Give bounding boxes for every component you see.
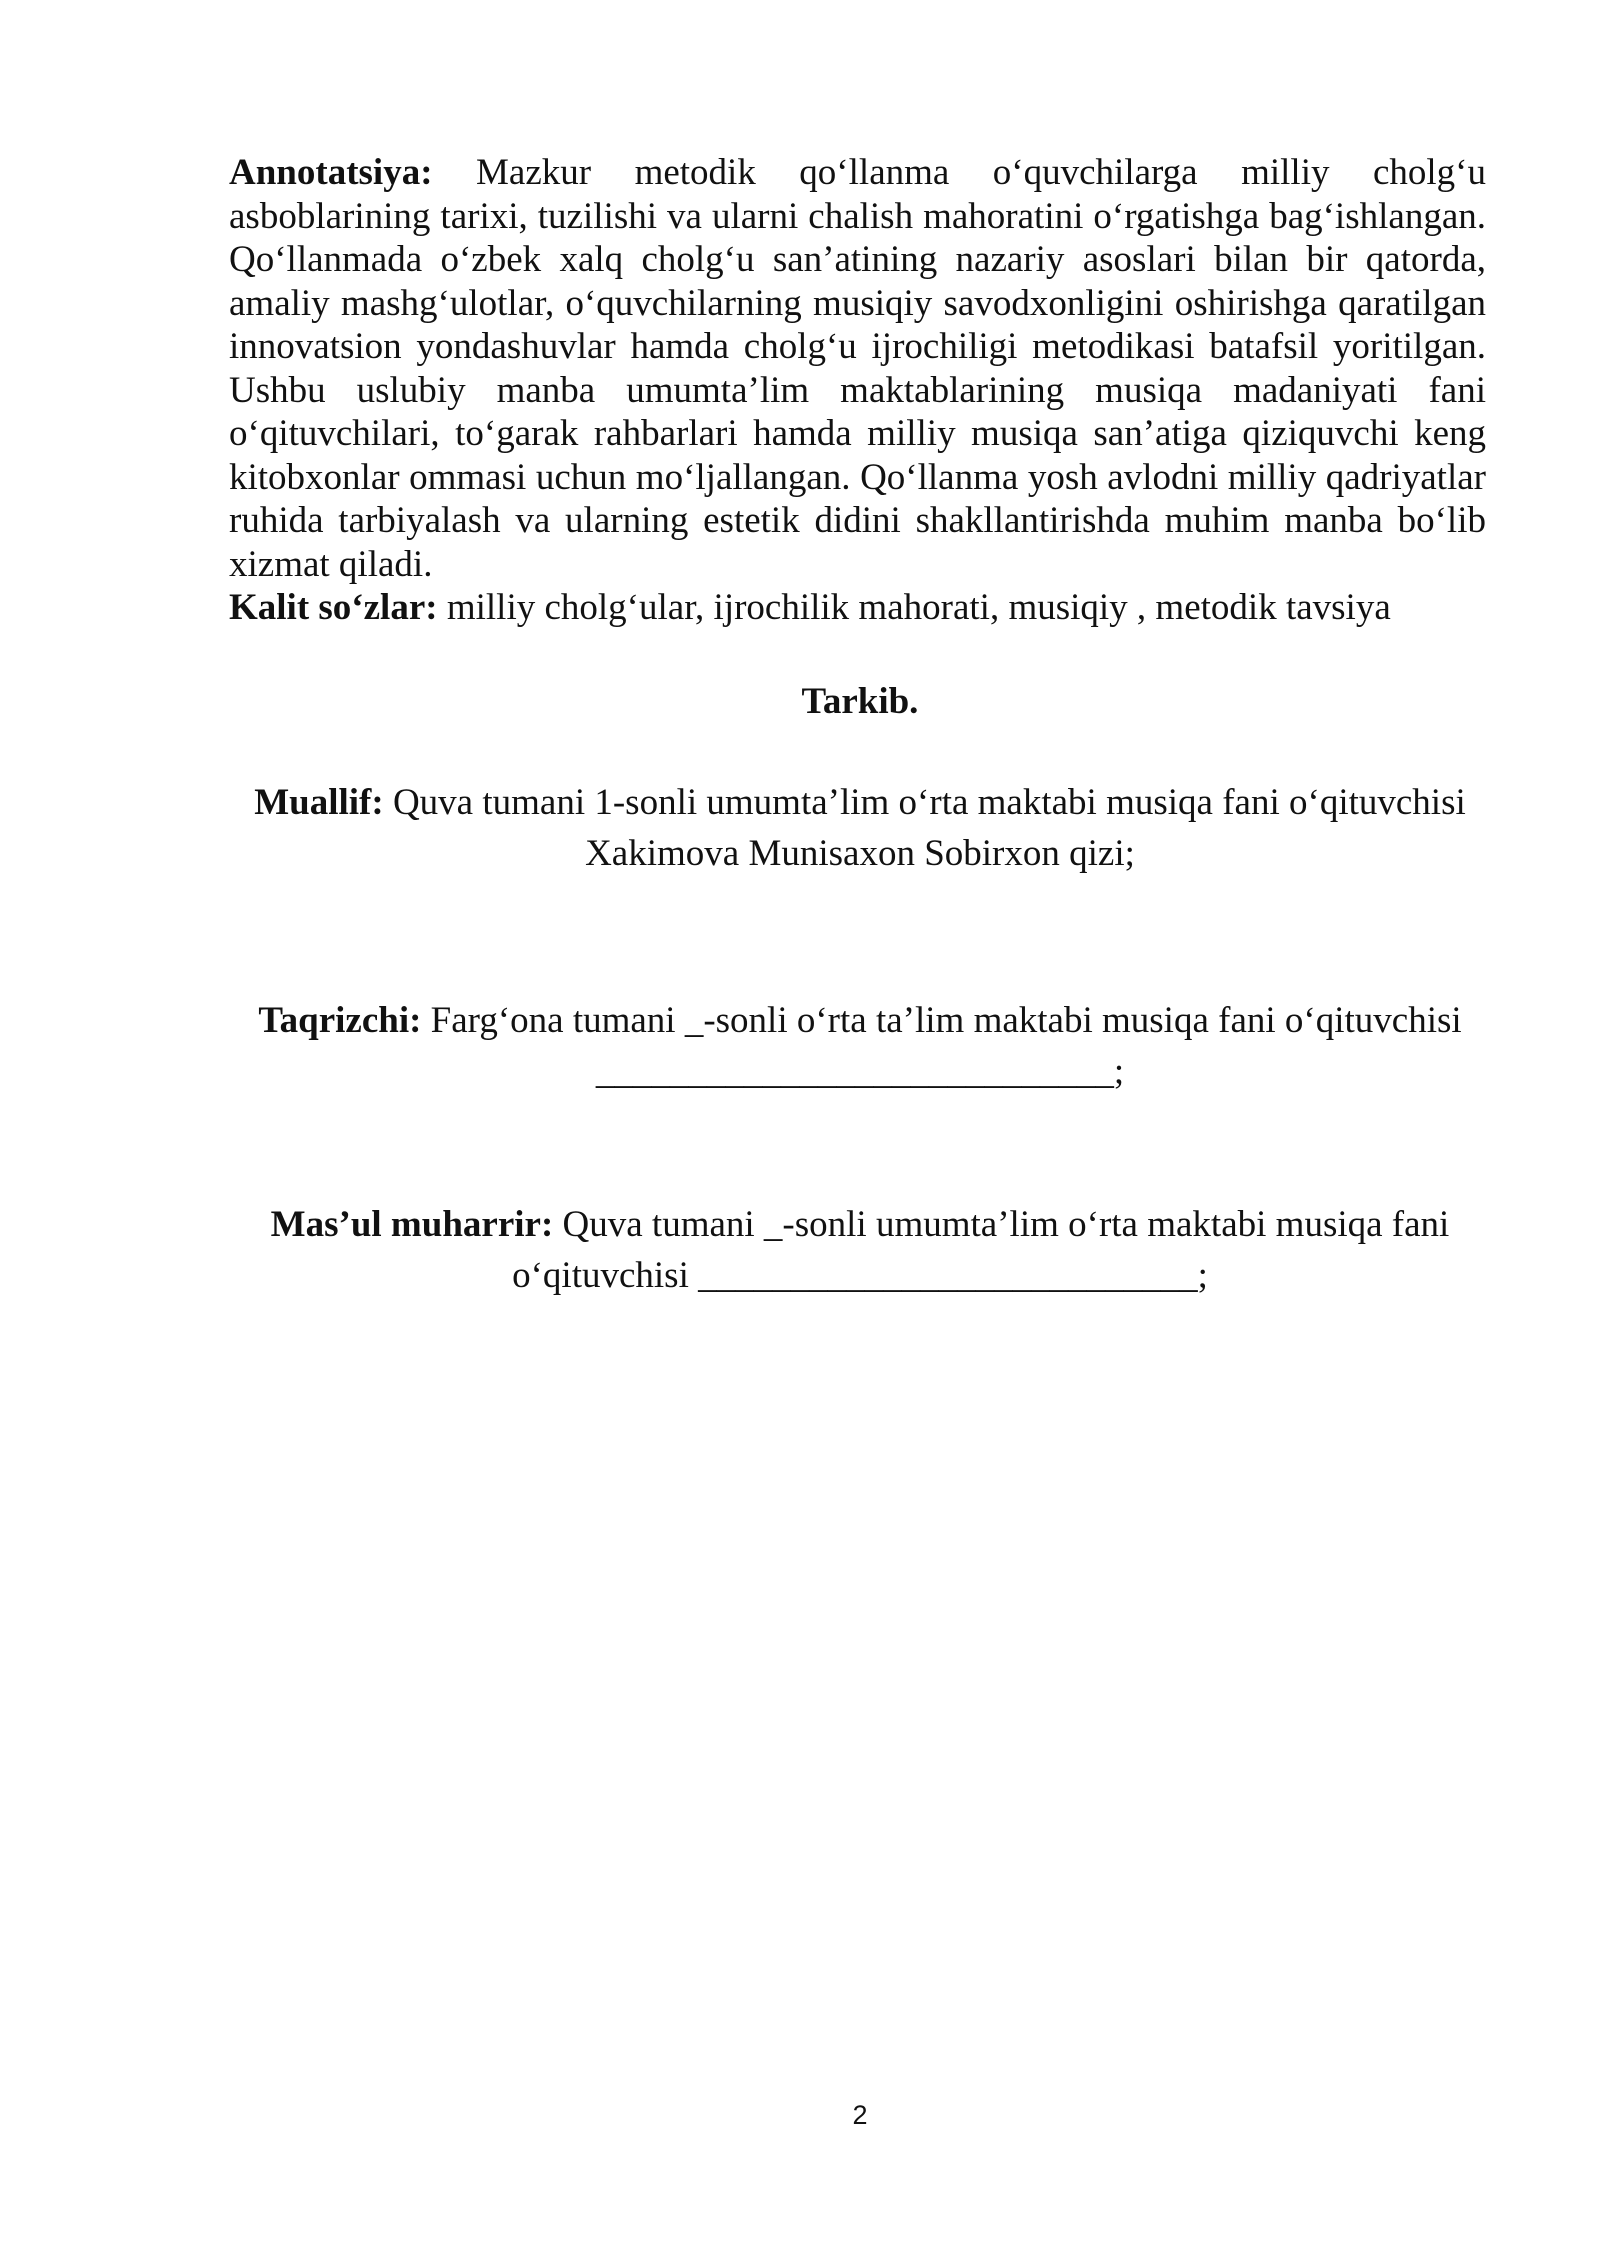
editor-label: Mas’ul muharrir: [270, 1204, 554, 1245]
editor-line-1 [200, 1199, 1520, 1250]
keywords-label: Kalit so‘zlar: [229, 587, 438, 628]
annotation-label: Annotatsiya: [229, 152, 433, 193]
reviewer-credit [200, 995, 1520, 1097]
author-label: Muallif: [254, 782, 384, 823]
keywords-text: milliy cholg‘ular, ijrochilik mahorati, musiqiy , metodik tavsiya [437, 587, 1391, 628]
toc-title: Tarkib. [801, 681, 919, 722]
reviewer-name-blank: ____________________________; [595, 1051, 1125, 1092]
author-position: Quva tumani 1-sonli umumta’lim o‘rta maktabi musiqa fani o‘qituvchisi [383, 782, 1466, 823]
annotation-text: Mazkur metodik qo‘llanma o‘quvchilarga milliy cholg‘u asboblarining tarixi, tuzilishi va ularni chalish mahoratini o‘rgatishga bag‘ishlangan. Qo‘llanmada o‘zbek xalq cholg‘u san’atining nazariy asoslari bilan bir qatorda, amaliy mashg‘ulotlar, o‘quvchilarning musiqiy savodxonligini oshirishga qaratilgan innovatsion yondashuvlar hamda cholg‘u ijrochiligi metodikasi batafsil yoritilgan. Ushbu uslubiy manba umumta’lim maktablarining musiqa madaniyati fani o‘qituvchilari, to‘garak rahbarlari hamda milliy musiqa san’atiga qiziquvchi keng kitobxonlar ommasi uchun mo‘ljallangan. Qo‘llanma yosh avlodni milliy qadriyatlar ruhida tarbiyalash va ularning estetik didini shakllantirishda muhim manba bo‘lib xizmat qiladi. [229, 152, 1486, 585]
reviewer-label: Taqrizchi: [258, 1000, 422, 1041]
editor-position: Quva tumani _-sonli umumta’lim o‘rta maktabi musiqa fani [553, 1204, 1450, 1245]
annotation-paragraph [229, 151, 1486, 586]
reviewer-line-1 [200, 995, 1520, 1046]
page-number: 2 [852, 2100, 868, 2130]
reviewer-position: Farg‘ona tumani _-sonli o‘rta ta’lim maktabi musiqa fani o‘qituvchisi [421, 1000, 1462, 1041]
author-line-1 [200, 777, 1520, 828]
editor-name-blank: o‘qituvchisi ___________________________; [512, 1255, 1208, 1296]
editor-credit [200, 1199, 1520, 1301]
author-credit [200, 777, 1520, 879]
keywords-paragraph [229, 586, 1486, 630]
author-name: Xakimova Munisaxon Sobirxon qizi; [585, 833, 1135, 874]
